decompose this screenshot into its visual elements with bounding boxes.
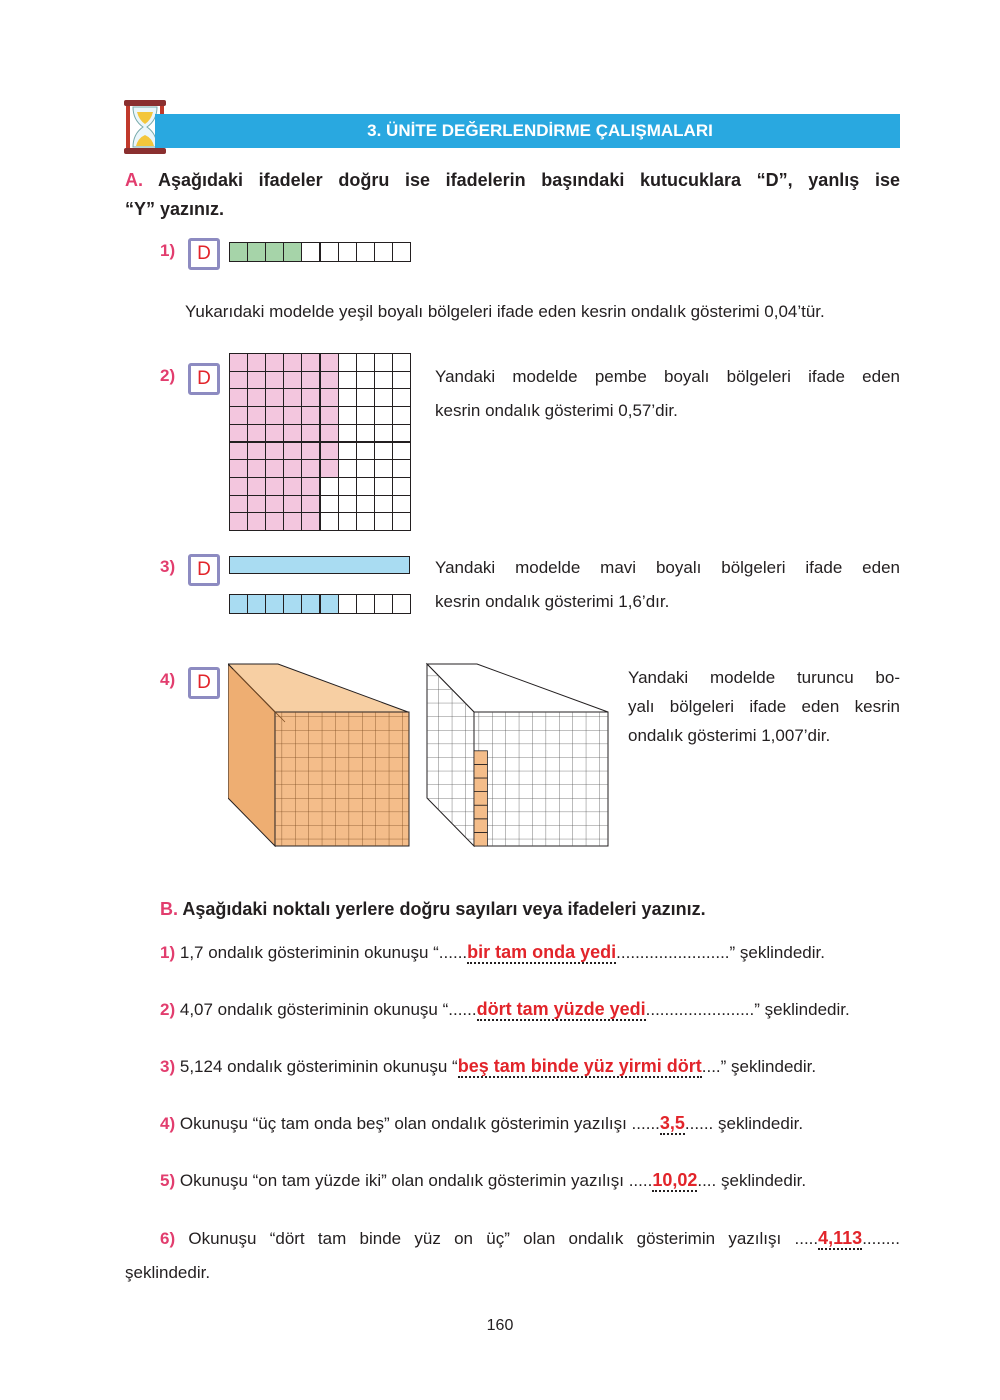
grid-cell (283, 406, 302, 425)
grid-cell (356, 388, 375, 407)
grid-cell (320, 406, 339, 425)
b1-row: 1) 1,7 ondalık gösteriminin okunuşu “......bir tam onda yedi........................” şeklindedir. (160, 942, 825, 962)
grid-cell (301, 424, 320, 443)
grid-cell (301, 371, 320, 390)
grid-cell (265, 388, 284, 407)
grid-cell (338, 424, 357, 443)
grid-cell (301, 388, 320, 407)
strip-cell (374, 242, 393, 262)
grid-cell (247, 353, 266, 372)
grid-cell (301, 459, 320, 478)
grid-cell (247, 512, 266, 531)
grid-cell (301, 512, 320, 531)
strip-cell (301, 594, 320, 614)
grid-cell (229, 477, 248, 496)
grid-cell (356, 406, 375, 425)
grid-cell (247, 495, 266, 514)
a4-answer-box[interactable]: D (188, 667, 220, 699)
a4-statement-line1: Yandaki modelde turuncu bo- (628, 668, 900, 687)
grid-cell (338, 388, 357, 407)
b4-prefix: Okunuşu “üç tam onda beş” olan ondalık gösterimin yazılışı (179, 1114, 627, 1133)
grid-cell (320, 495, 339, 514)
grid-cell (356, 353, 375, 372)
grid-cell (338, 459, 357, 478)
grid-cell (392, 388, 411, 407)
section-b-instruction-text: Aşağıdaki noktalı yerlere doğru sayıları veya ifadeleri yazınız. (182, 899, 706, 919)
strip-cell (320, 594, 339, 614)
grid-cell (356, 442, 375, 461)
grid-cell (338, 512, 357, 531)
b2-prefix: 4,07 ondalık gösteriminin okunuşu “ (179, 1000, 449, 1019)
page-number: 160 (486, 1317, 514, 1334)
grid-cell (301, 406, 320, 425)
grid-cell (283, 353, 302, 372)
grid-cell (283, 424, 302, 443)
grid-cell (338, 371, 357, 390)
a1-answer-box[interactable]: D (188, 238, 220, 270)
grid-cell (229, 512, 248, 531)
grid-cell (247, 424, 266, 443)
grid-cell (247, 388, 266, 407)
a3-answer-box[interactable]: D (188, 554, 220, 586)
grid-cell (320, 388, 339, 407)
grid-cell (356, 459, 375, 478)
strip-cell (283, 242, 302, 262)
strip-cell (338, 242, 357, 262)
a4-statement-line3: ondalık gösterimi 1,007’dir. (628, 726, 831, 745)
grid-cell (392, 353, 411, 372)
strip-cell (283, 594, 302, 614)
grid-cell (301, 442, 320, 461)
b3-suffix: ” şeklindedir. (720, 1057, 817, 1076)
grid-cell (374, 424, 393, 443)
grid-cell (265, 371, 284, 390)
grid-cell (229, 424, 248, 443)
grid-cell (374, 459, 393, 478)
b5-answer[interactable]: 10,02 (652, 1170, 698, 1190)
strip-cell (392, 242, 411, 262)
grid-cell (338, 495, 357, 514)
strip-cell (356, 242, 375, 262)
strip-cell (320, 242, 339, 262)
grid-cell (356, 477, 375, 496)
grid-cell (338, 406, 357, 425)
grid-cell (265, 424, 284, 443)
grid-cell (247, 459, 266, 478)
grid-cell (356, 512, 375, 531)
a4-orange-thousand-cube (228, 662, 412, 847)
a3-statement-line2: kesrin ondalık gösterimi 1,6’dır. (435, 592, 670, 611)
b3-answer[interactable]: beş tam binde yüz yirmi dört (457, 1056, 702, 1076)
grid-cell (392, 512, 411, 531)
grid-cell (392, 424, 411, 443)
strip-cell (265, 242, 284, 262)
b6-suffix: şeklindedir. (125, 1263, 211, 1282)
a2-number: 2) (160, 366, 176, 385)
grid-cell (320, 424, 339, 443)
grid-cell (283, 477, 302, 496)
strip-cell (265, 594, 284, 614)
b6-number: 6) (160, 1229, 176, 1248)
b1-suffix: ” şeklindedir. (729, 943, 825, 962)
grid-cell (247, 477, 266, 496)
grid-cell (374, 512, 393, 531)
grid-cell (392, 406, 411, 425)
a3-statement-line1: Yandaki modelde mavi boyalı bölgeleri ifade eden (435, 558, 900, 577)
grid-cell (229, 406, 248, 425)
grid-cell (374, 406, 393, 425)
section-a-instruction-line1: Aşağıdaki ifadeler doğru ise ifadelerin başındaki kutucuklara “D”, yanlış ise (157, 170, 900, 190)
grid-cell (229, 371, 248, 390)
grid-cell (265, 353, 284, 372)
grid-cell (356, 371, 375, 390)
grid-cell (301, 477, 320, 496)
grid-cell (229, 353, 248, 372)
b1-prefix: 1,7 ondalık gösteriminin okunuşu “ (179, 943, 439, 962)
a2-hundred-grid (229, 353, 410, 530)
strip-cell (356, 594, 375, 614)
grid-cell (374, 353, 393, 372)
b5-prefix: Okunuşu “on tam yüzde iki” olan ondalık gösterimin yazılışı (179, 1171, 624, 1190)
grid-cell (374, 388, 393, 407)
a2-statement-line2: kesrin ondalık gösterimi 0,57’dir. (435, 401, 678, 420)
grid-cell (283, 371, 302, 390)
grid-cell (283, 442, 302, 461)
grid-cell (247, 442, 266, 461)
b4-answer[interactable]: 3,5 (659, 1113, 685, 1133)
grid-cell (265, 406, 284, 425)
grid-cell (356, 495, 375, 514)
grid-cell (374, 477, 393, 496)
section-a-instruction (125, 165, 900, 195)
grid-cell (265, 512, 284, 531)
grid-cell (283, 495, 302, 514)
b3-row: 3) 5,124 ondalık gösteriminin okunuşu “beş tam binde yüz yirmi dört....” şeklindedir. (160, 1056, 817, 1076)
grid-cell (320, 459, 339, 478)
grid-cell (356, 424, 375, 443)
grid-cell (320, 442, 339, 461)
b3-prefix: 5,124 ondalık gösteriminin okunuşu “ (179, 1057, 458, 1076)
a1-number: 1) (160, 241, 176, 260)
grid-cell (229, 388, 248, 407)
strip-cell (229, 594, 248, 614)
b4-suffix: şeklindedir. (718, 1114, 804, 1133)
a2-statement-line1: Yandaki modelde pembe boyalı bölgeleri ifade eden (435, 367, 900, 386)
b1-number: 1) (160, 943, 176, 962)
a4-statement-line2: yalı bölgeleri ifade eden kesrin (628, 697, 900, 716)
grid-cell (265, 459, 284, 478)
b3-number: 3) (160, 1057, 176, 1076)
strip-cell (392, 594, 411, 614)
strip-cell (247, 594, 266, 614)
grid-cell (265, 495, 284, 514)
grid-cell (229, 459, 248, 478)
grid-cell (374, 371, 393, 390)
grid-cell (338, 353, 357, 372)
grid-cell (320, 477, 339, 496)
a1-statement: Yukarıdaki modelde yeşil boyalı bölgeleri ifade eden kesrin ondalık gösterimi 0,04’tür. (185, 302, 825, 321)
a4-number: 4) (160, 670, 176, 689)
b4-row: 4) Okunuşu “üç tam onda beş” olan ondalık gösterimin yazılışı ......3,5...... şeklindedir. (160, 1113, 804, 1133)
strip-cell (229, 242, 248, 262)
b2-answer[interactable]: dört tam yüzde yedi (476, 999, 646, 1019)
grid-cell (247, 406, 266, 425)
b2-number: 2) (160, 1000, 176, 1019)
grid-cell (320, 371, 339, 390)
b6-row: 6) Okunuşu “dört tam binde yüz on üç” olan ondalık gösterimin yazılışı .....4,113........ (160, 1228, 900, 1248)
strip-cell (247, 242, 266, 262)
grid-cell (320, 353, 339, 372)
grid-cell (320, 512, 339, 531)
strip-cell (338, 594, 357, 614)
a4-white-thousand-cube (425, 662, 611, 847)
grid-cell (392, 477, 411, 496)
page-title: 3. ÜNİTE DEĞERLENDİRME ÇALIŞMALARI (367, 121, 713, 140)
grid-cell (392, 442, 411, 461)
grid-cell (247, 371, 266, 390)
grid-cell (265, 477, 284, 496)
grid-cell (338, 477, 357, 496)
a3-whole-strip (229, 556, 410, 574)
b6-prefix: Okunuşu “dört tam binde yüz on üç” olan ondalık gösterimin yazılışı (188, 1229, 782, 1248)
b5-number: 5) (160, 1171, 176, 1190)
section-a-letter: A. (125, 170, 143, 190)
grid-cell (374, 442, 393, 461)
b5-row: 5) Okunuşu “on tam yüzde iki” olan ondalık gösterimin yazılışı .....10,02.... şeklindedir. (160, 1170, 807, 1190)
b5-suffix: şeklindedir. (721, 1171, 807, 1190)
a3-number: 3) (160, 557, 176, 576)
grid-cell (301, 353, 320, 372)
strip-cell (301, 242, 320, 262)
b6-answer[interactable]: 4,113 (818, 1228, 863, 1248)
grid-cell (374, 495, 393, 514)
b1-answer[interactable]: bir tam onda yedi (467, 942, 617, 962)
grid-cell (283, 459, 302, 478)
grid-cell (301, 495, 320, 514)
grid-cell (392, 371, 411, 390)
grid-cell (265, 442, 284, 461)
b2-suffix: ” şeklindedir. (754, 1000, 850, 1019)
section-b-letter: B. (160, 899, 178, 919)
section-a-instruction-line2: “Y” yazınız. (125, 199, 225, 219)
a3-tenths-strip (229, 594, 410, 614)
grid-cell (229, 442, 248, 461)
strip-cell (374, 594, 393, 614)
a1-tenths-strip (229, 242, 410, 262)
grid-cell (338, 442, 357, 461)
grid-cell (392, 495, 411, 514)
grid-cell (392, 459, 411, 478)
b4-number: 4) (160, 1114, 176, 1133)
grid-cell (229, 495, 248, 514)
grid-cell (283, 512, 302, 531)
section-b-instruction (160, 894, 706, 924)
b2-row: 2) 4,07 ondalık gösteriminin okunuşu “......dört tam yüzde yedi.......................” şeklindedir. (160, 999, 850, 1019)
a2-answer-box[interactable]: D (188, 363, 220, 395)
grid-cell (283, 388, 302, 407)
